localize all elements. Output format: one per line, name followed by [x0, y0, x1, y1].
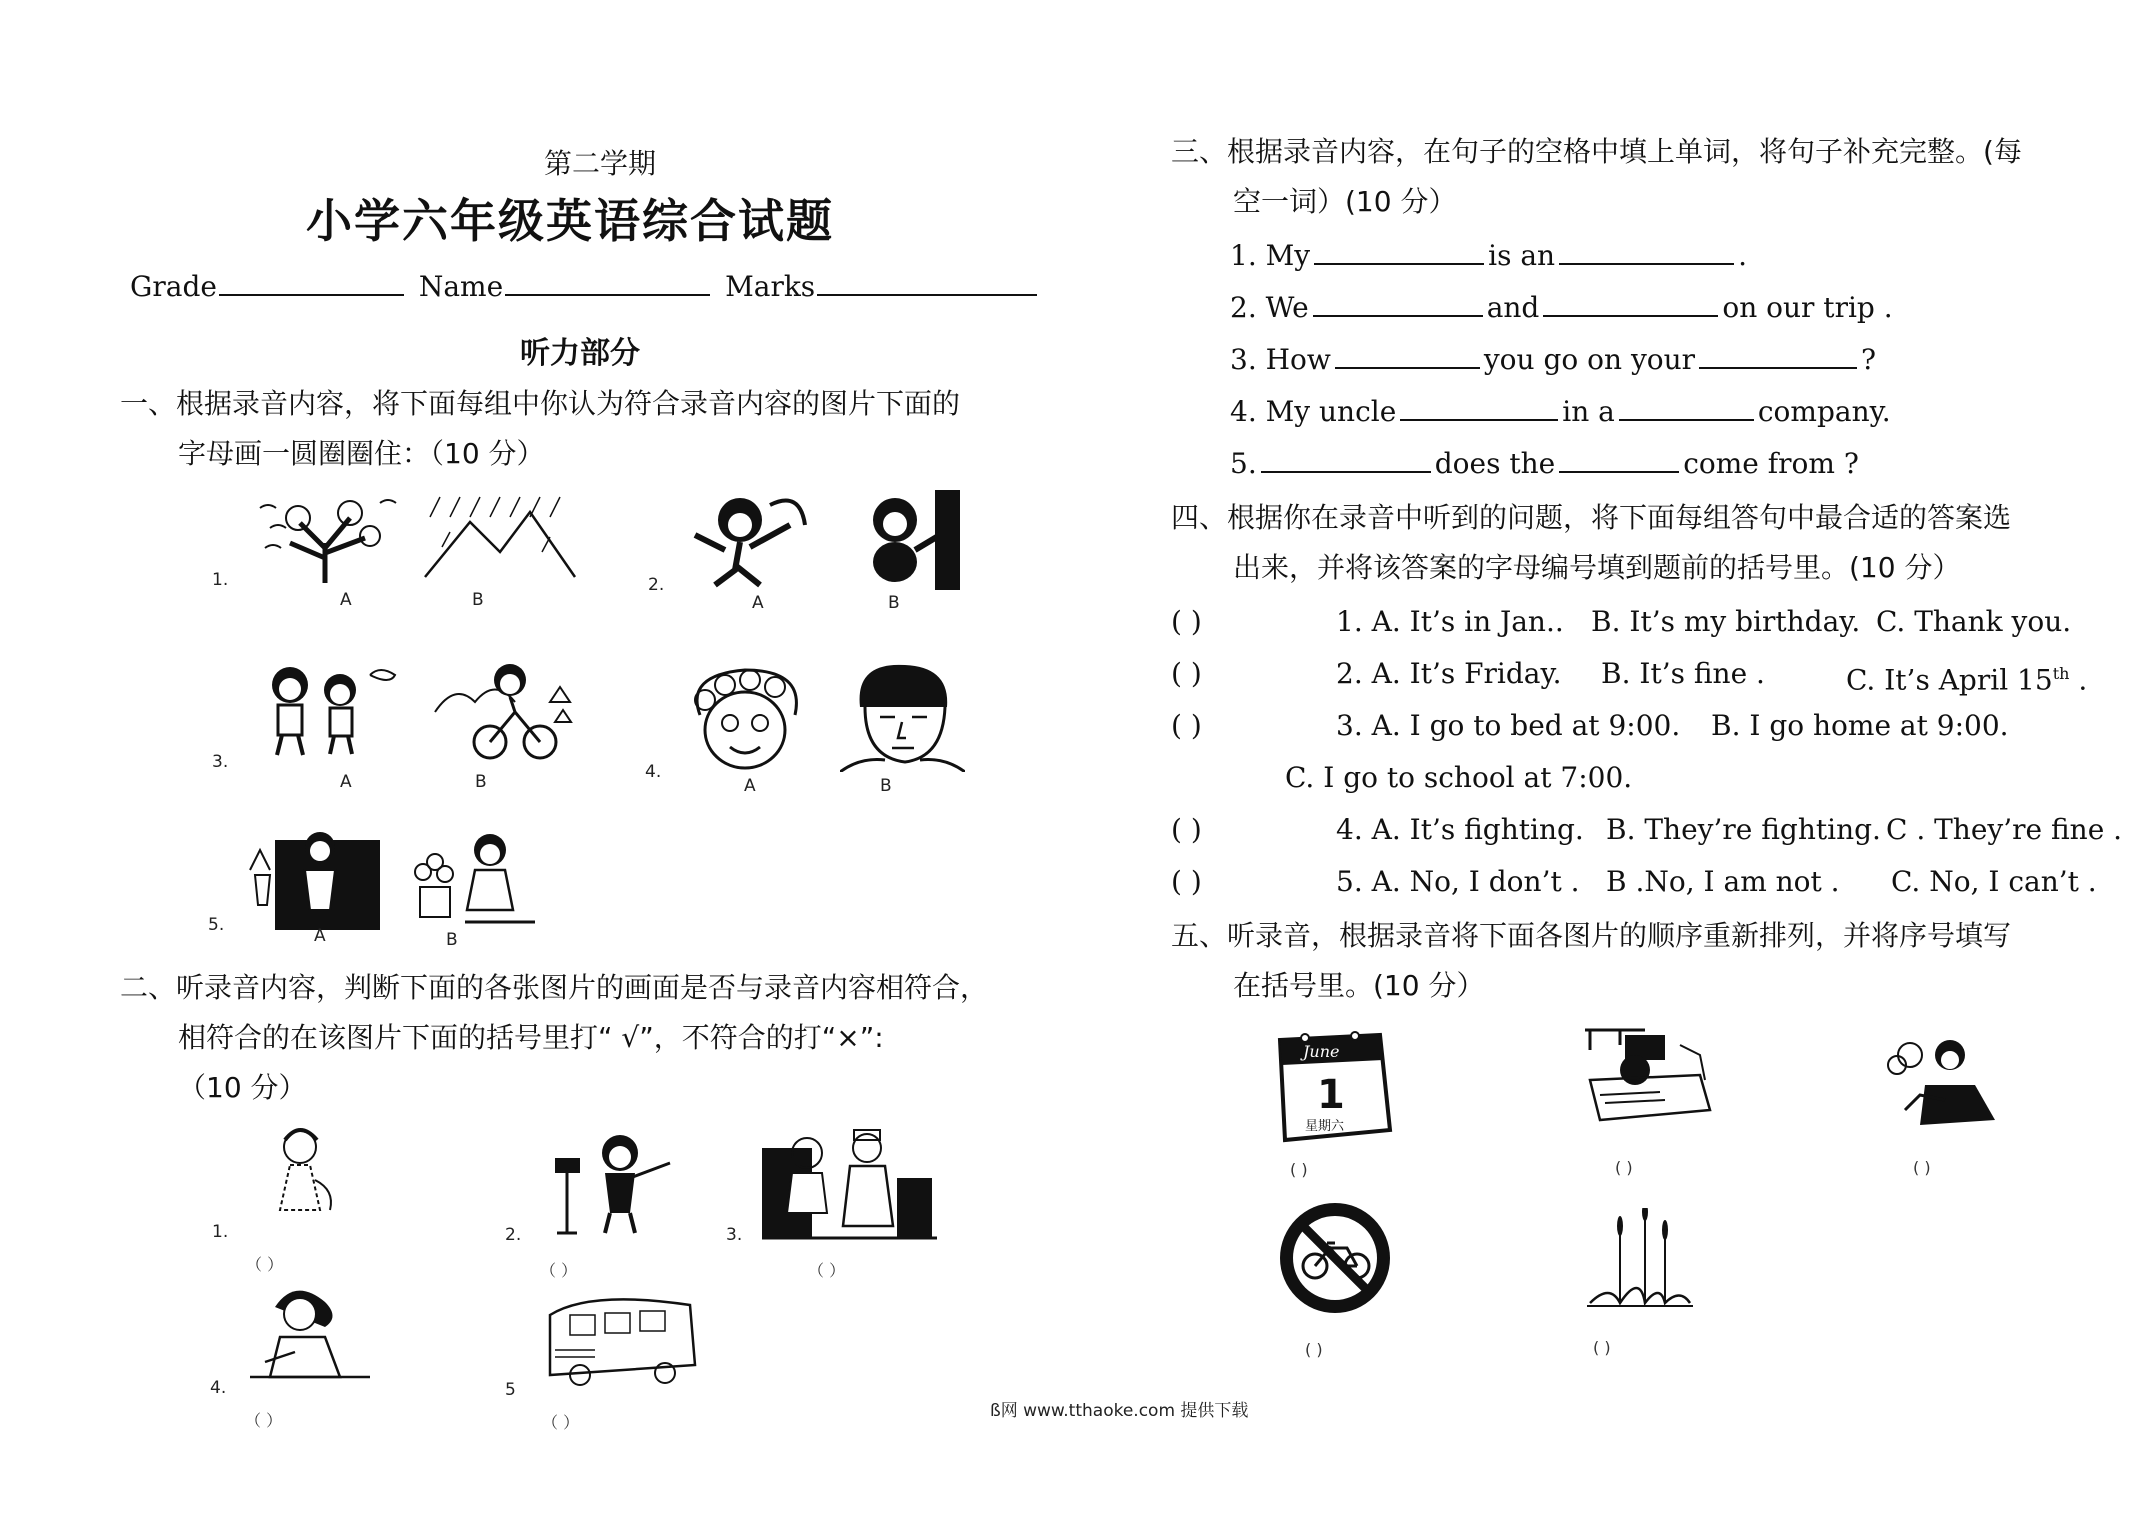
group5-option-b[interactable]: B	[446, 930, 458, 950]
part5-instruction-line1: 五、听录音，根据录音将下面各图片的顺序重新排列，并将序号填写	[1171, 919, 2012, 952]
group3-option-a[interactable]: A	[340, 772, 352, 792]
s5-blank1[interactable]	[1261, 445, 1431, 473]
boy-violin-picture	[545, 1128, 680, 1238]
student-info-line	[130, 268, 1043, 303]
part5-boy-reading-paren[interactable]: ( )	[1913, 1158, 1931, 1177]
grandma-face-picture	[680, 665, 815, 775]
part2-item3-paren[interactable]: （ ）	[808, 1261, 846, 1280]
part1-instruction-line2: 字母画一圆圈圈住：（10 分）	[178, 437, 545, 470]
part5-calendar-paren[interactable]: ( )	[1290, 1160, 1308, 1179]
group4-number: 4.	[645, 762, 662, 782]
calendar-day: 1	[1317, 1072, 1345, 1118]
man-face-picture	[840, 662, 965, 772]
mountain-rain-picture	[420, 492, 580, 587]
s1-blank2[interactable]	[1559, 237, 1734, 265]
part3-sentence2: 2. We and on our trip .	[1230, 291, 1893, 324]
part5-boy-desk-paren[interactable]: ( )	[1615, 1158, 1633, 1177]
group1-option-a[interactable]: A	[340, 590, 352, 610]
monkey-b-picture	[840, 490, 970, 590]
girl-writing-picture	[245, 1282, 375, 1392]
part3-instruction-line1: 三、根据录音内容，在句子的空格中填上单词，将句子补充完整。(每	[1171, 135, 2022, 168]
exam-title: 小学六年级英语综合试题	[306, 194, 834, 248]
group5-number: 5.	[208, 915, 225, 935]
no-bicycle-sign-picture	[1275, 1198, 1395, 1318]
monkey-a-picture	[680, 485, 810, 590]
part2-instruction-line3: （10 分）	[178, 1071, 307, 1104]
s3-blank2[interactable]	[1699, 341, 1857, 369]
bus-picture	[540, 1285, 705, 1395]
boy-reading-picture	[1885, 1030, 2005, 1130]
listening-heading: 听力部分	[520, 336, 640, 371]
part2-item1-paren[interactable]: （ ）	[246, 1255, 284, 1274]
doctor-patient-picture	[762, 1128, 937, 1243]
q4-answer-paren[interactable]: ( )	[1171, 813, 1202, 846]
group2-option-a[interactable]: A	[752, 593, 764, 613]
part2-instruction-line1: 二、听录音内容，判断下面的各张图片的画面是否与录音内容相符合，	[120, 971, 989, 1004]
part2-instruction-line2: 相符合的在该图片下面的括号里打“ √”，不符合的打“×”:	[178, 1021, 884, 1054]
footer-source: ß网 www.tthaoke.com 提供下载	[990, 1401, 1249, 1421]
s3-blank1[interactable]	[1335, 341, 1480, 369]
part3-sentence5: 5. does the come from ?	[1230, 447, 1859, 480]
q3-answer-paren[interactable]: ( )	[1171, 709, 1202, 742]
s5-blank2[interactable]	[1559, 445, 1679, 473]
plants-picture	[1585, 1208, 1695, 1308]
part3-instruction-line2: 空一词）(10 分）	[1233, 185, 1457, 218]
s4-blank1[interactable]	[1400, 393, 1558, 421]
name-blank[interactable]	[505, 268, 710, 296]
part5-no-bicycle-paren[interactable]: ( )	[1305, 1340, 1323, 1359]
marks-label: Marks	[725, 270, 816, 303]
group3-number: 3.	[212, 752, 229, 772]
grade-label: Grade	[130, 270, 217, 303]
part3-sentence3: 3. How you go on your ?	[1230, 343, 1877, 376]
grade-blank[interactable]	[219, 268, 404, 296]
q2-answer-paren[interactable]: ( )	[1171, 657, 1202, 690]
part5-plants-paren[interactable]: ( )	[1593, 1338, 1611, 1357]
group1-option-b[interactable]: B	[472, 590, 484, 610]
girl-watering-flowers-picture	[405, 832, 535, 927]
part4-question2: ( ) 2. A. It’s Friday. B. It’s fine . C. It’s April 15th .	[1171, 657, 2088, 697]
part2-item1-number: 1.	[212, 1222, 229, 1242]
part4-question5: ( ) 5. A. No, I don’t . B .No, I am not . C. No, I can’t .	[1171, 865, 2097, 898]
group3-option-b[interactable]: B	[475, 772, 487, 792]
semester-label: 第二学期	[543, 147, 656, 180]
q1-answer-paren[interactable]: ( )	[1171, 605, 1202, 638]
part5-instruction-line2: 在括号里。(10 分）	[1233, 969, 1485, 1002]
part4-question3: ( ) 3. A. I go to bed at 9:00. B. I go home at 9:00.	[1171, 709, 2009, 742]
calendar-picture	[1265, 1030, 1395, 1145]
group4-option-a[interactable]: A	[744, 776, 756, 796]
marks-blank[interactable]	[817, 268, 1037, 296]
s1-blank1[interactable]	[1314, 237, 1484, 265]
part2-item3-number: 3.	[726, 1225, 743, 1245]
part2-item2-number: 2.	[505, 1225, 522, 1245]
part4-question4: ( ) 4. A. It’s fighting. B. They’re fighting. C . They’re fine .	[1171, 813, 2123, 846]
part2-item4-paren[interactable]: （ ）	[245, 1411, 283, 1430]
part3-sentence4: 4. My uncle in a company.	[1230, 395, 1891, 428]
group1-number: 1.	[212, 570, 229, 590]
group2-option-b[interactable]: B	[888, 593, 900, 613]
part4-question3-optionc: C. I go to school at 7:00.	[1285, 761, 1633, 794]
girl-watering-dark-picture	[245, 825, 380, 930]
part3-sentence1: 1. My is an .	[1230, 239, 1747, 272]
part4-question1: ( ) 1. A. It’s in Jan.. B. It’s my birthday. C. Thank you.	[1171, 605, 2072, 638]
calendar-weekday: 星期六	[1305, 1119, 1345, 1134]
two-girls-picture	[250, 655, 410, 760]
tree-wind-picture	[250, 488, 400, 588]
part1-instruction-line1: 一、根据录音内容，将下面每组中你认为符合录音内容的图片下面的	[120, 387, 961, 420]
part4-instruction-line1: 四、根据你在录音中听到的问题，将下面每组答句中最合适的答案选	[1171, 501, 2012, 534]
right-column	[1075, 0, 2150, 1518]
q5-answer-paren[interactable]: ( )	[1171, 865, 1202, 898]
girl-standing-picture	[255, 1125, 355, 1240]
part2-item5-paren[interactable]: （ ）	[542, 1413, 580, 1432]
name-label: Name	[418, 270, 504, 303]
boy-sleeping-desk-picture	[1580, 1025, 1715, 1125]
girl-bicycle-picture	[430, 652, 580, 762]
part4-instruction-line2: 出来，并将该答案的字母编号填到题前的括号里。(10 分）	[1233, 551, 1961, 584]
s4-blank2[interactable]	[1619, 393, 1754, 421]
part2-item4-number: 4.	[210, 1378, 227, 1398]
s2-blank1[interactable]	[1313, 289, 1483, 317]
calendar-month: June	[1303, 1042, 1340, 1061]
part2-item2-paren[interactable]: （ ）	[540, 1261, 578, 1280]
group2-number: 2.	[648, 575, 665, 595]
group4-option-b[interactable]: B	[880, 776, 892, 796]
part2-item5-number: 5	[505, 1380, 516, 1400]
s2-blank2[interactable]	[1543, 289, 1718, 317]
group5-option-a[interactable]: A	[314, 926, 326, 946]
